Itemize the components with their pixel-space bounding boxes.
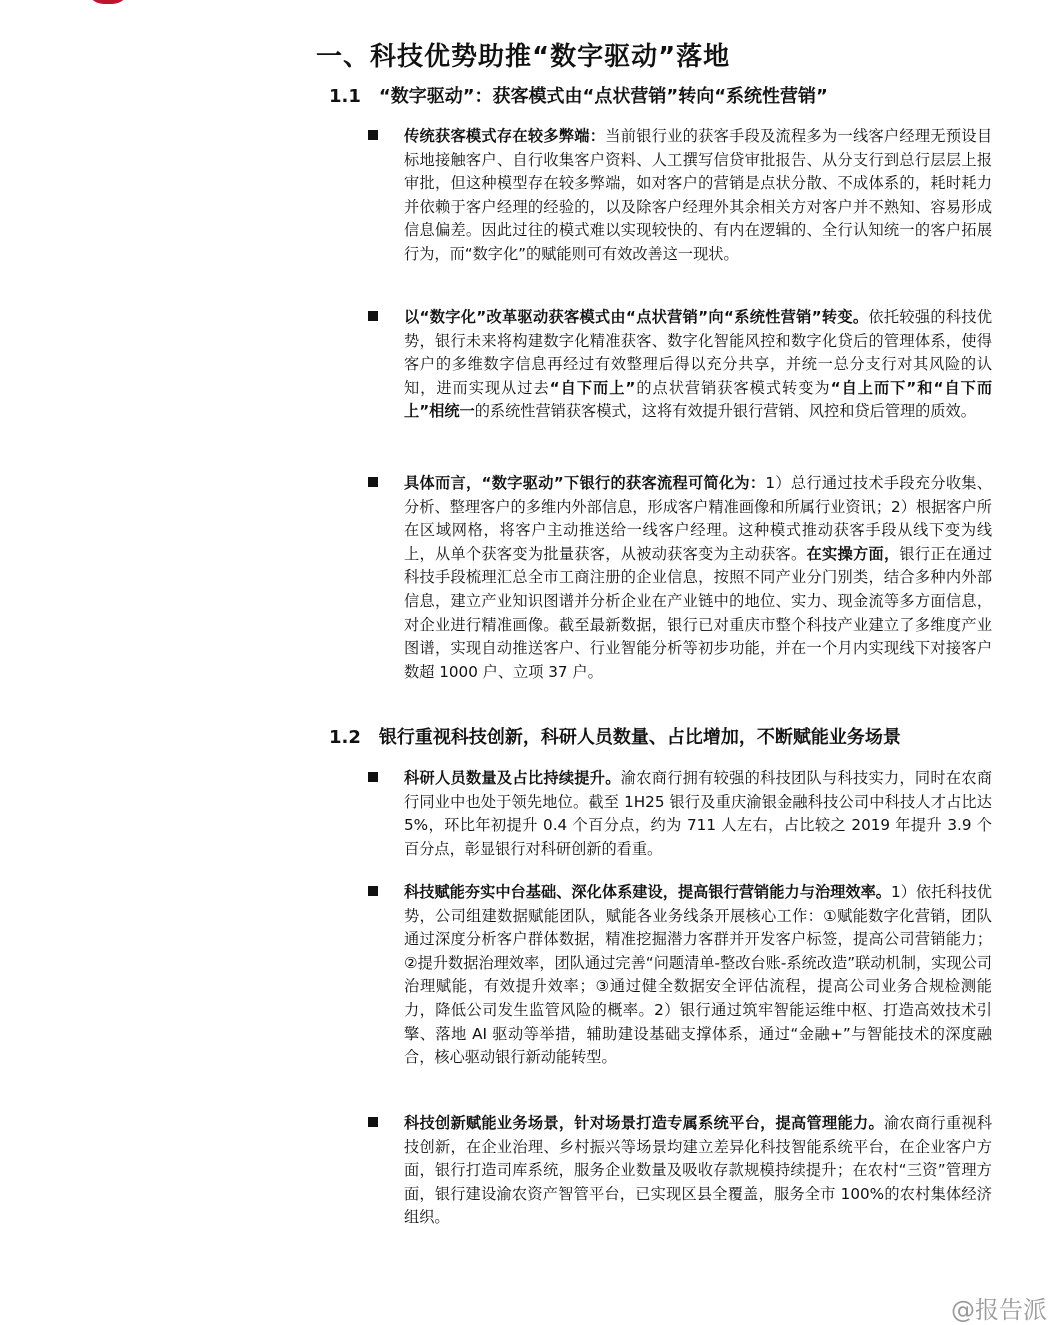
bullet-body: 当前银行业的获客手段及流程多为一线客户经理无预设目标地接触客户、自行收集客户资料、人工撰写信贷审批报告、从分支行到总行层层上报审批，但这种模型存在较多弊端，如对客户的营销是点状分散、不成体系的，耗时耗力并依赖于客户经理的经验的，以及除客户经理外其余相关方对客户并不熟知、容易形成信息偏差。因此过往的模式难以实现较快的、有内在逻辑的、全行认知统一的客户拓展行为，而“数字化”的赋能则可有效改善这一现状。 <box>404 127 993 263</box>
bullet-text <box>404 767 992 861</box>
bullet-body: 的系统性营销获客模式，这将有效提升银行营销、风控和贷后管理的质效。 <box>474 402 976 421</box>
bullet-lead: 具体而言，“数字驱动”下银行的获客流程可简化为： <box>404 474 766 492</box>
bullet-lead: 科技赋能夯实中台基础、深化体系建设，提高银行营销能力与治理效率。 <box>404 883 892 901</box>
bullet-square-icon <box>368 130 378 140</box>
subsection-heading-1-2 <box>329 723 901 749</box>
subsection-title: 银行重视科技创新，科研人员数量、占比增加，不断赋能业务场景 <box>378 727 901 748</box>
bullet-body: 银行正在通过科技手段梳理汇总全市工商注册的企业信息，按照不同产业分门别类，结合多种内外部信息，建立产业知识图谱并分析企业在产业链中的地位、实力、现金流等多方面信息，对企业进行精准画像。截至最新数据，银行已对重庆市整个科技产业建立了多维度产业图谱，实现自动推送客户、行业智能分析等初步功能，并在一个月内实现线下对接客户数超 1000 户、立项 37 户。 <box>404 544 993 681</box>
bullet-body: 1）依托科技优势，公司组建数据赋能团队，赋能各业务线条开展核心工作：①赋能数字化营销，团队通过深度分析客户群体数据，精准挖掘潜力客群并开发客户标签，提高公司营销能力；②提升数据治理效率，团队通过完善“问题清单-整改台账-系统改造”联动机制，实现公司治理赋能，有效提升效率；③通过健全数据安全评估流程，提高公司业务合规检测能力，降低公司发生监管风险的概率。2）银行通过筑牢智能运维中枢、打造高效技术引擎、落地 AI 驱动等举措，辅助建设基础支撑体系，通过“金融+”与智能技术的深度融合，核心驱动银行新动能转型。 <box>404 883 992 1067</box>
bullet-highlight: “自上而下”和“自下而上”相统一 <box>404 378 993 421</box>
bullet-text <box>404 881 992 1070</box>
section-title: 一、科技优势助推“数字驱动”落地 <box>316 42 731 72</box>
subsection-title: “数字驱动”：获客模式由“点状营销”转向“系统性营销” <box>378 86 828 107</box>
bullet-square-icon <box>368 311 378 321</box>
bullet-body: 1）总行通过技术手段充分收集、分析、整理客户的多维内外部信息，形成客户精准画像和所属行业资讯；2）根据客户所在区域网格，将客户主动推送给一线客户经理。这种模式推动获客手段从线下变为线上，从单个获客变为批量获客，从被动获客变为主动获客。 <box>404 474 992 563</box>
bullet-highlight: 在实操方面， <box>806 544 900 563</box>
bullet-body: 渝农商行拥有较强的科技团队与科技实力，同时在农商行同业中也处于领先地位。截至 1H25 银行及重庆渝银金融科技公司中科技人才占比达 5%，环比年初提升 0.4 个百分点，约为 711 人左右，占比较之 2019 年提升 3.9 个百分点，彰显银行对科研创新的看重。 <box>404 769 993 858</box>
bullet-text <box>404 125 992 267</box>
bullet-lead: 科技创新赋能业务场景，针对场景打造专属系统平台，提高管理能力。 <box>404 1114 884 1132</box>
bullet-text <box>404 472 992 684</box>
bullet-square-icon <box>368 477 378 487</box>
bullet-lead: 科研人员数量及占比持续提升。 <box>404 769 621 787</box>
bullet-square-icon <box>368 886 378 896</box>
subsection-number: 1.1 <box>329 86 361 107</box>
subsection-heading-1-1 <box>329 82 828 108</box>
bullet-body: 依托较强的科技优势，银行未来将构建数字化精准获客、数字化智能风控和数字化贷后的管理体系，使得客户的多维数字信息再经过有效整理后得以充分共享，并统一总分支行对其风险的认知，进而实现从过去 <box>404 308 993 397</box>
bullet-lead: 以“数字化”改革驱动获客模式由“点状营销”向“系统性营销”转变。 <box>404 308 869 326</box>
bullet-square-icon <box>368 772 378 782</box>
bullet-text <box>404 1112 992 1230</box>
bullet-lead: 传统获客模式存在较多弊端： <box>404 127 606 145</box>
bullet-body: 渝农商行重视科技创新，在企业治理、乡村振兴等场景均建立差异化科技智能系统平台，在企业客户方面，银行打造司库系统，服务企业数量及吸收存款规模持续提升；在农村“三资”管理方面，银行建设渝农资产智管平台，已实现区县全覆盖，服务全市 100%的农村集体经济组织。 <box>404 1114 993 1227</box>
subsection-number: 1.2 <box>329 727 361 748</box>
bullet-square-icon <box>368 1117 378 1127</box>
bullet-highlight: “自下而上” <box>549 378 636 397</box>
watermark-text: @报告派 <box>951 1296 1047 1324</box>
bullet-body: 的点状营销获客模式转变为 <box>635 378 831 397</box>
bullet-text <box>404 306 992 424</box>
brand-corner-mark <box>86 0 130 4</box>
